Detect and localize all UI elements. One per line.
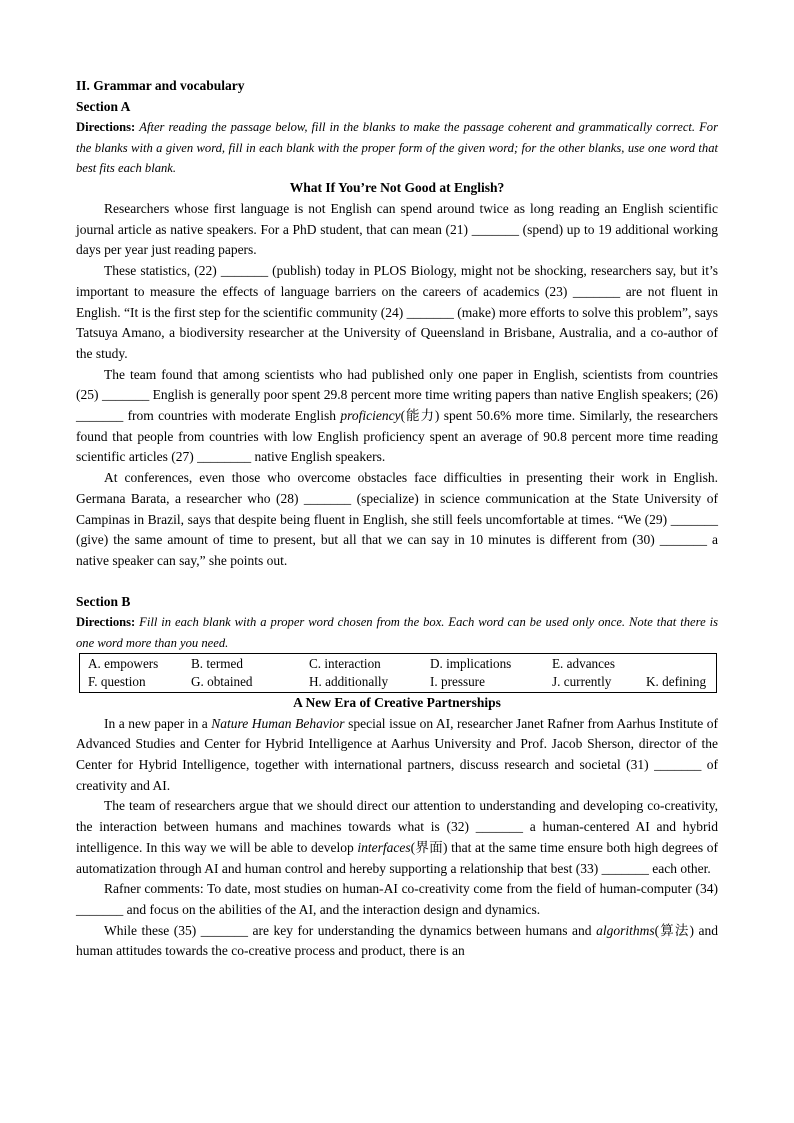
word-option: A. empowers — [88, 655, 159, 671]
worksheet-page — [76, 76, 718, 962]
part-heading: II. Grammar and vocabulary — [76, 78, 245, 93]
directions-label: Directions: — [76, 615, 136, 630]
text-span: and human attitudes towards the co-creative process and product, there is an — [76, 922, 719, 959]
word-box-table — [80, 654, 718, 692]
passage-a-title: What If You’re Not Good at English? — [289, 180, 505, 196]
passage-a-paragraph-1: Researchers whose first language is not English can spend around twice as long reading an English scientific journal article as native speakers. For a PhD student, that can mean (21) _______ (spend) up to 19 additional working days per year just reading papers. — [76, 201, 718, 258]
text-span: While these (35) _______ are key for understanding the dynamics between humans and — [104, 922, 597, 938]
directions-label: Directions: — [76, 120, 136, 135]
vocab-term: interfaces — [357, 839, 411, 855]
directions-text: After reading the passage below, fill in the blanks to make the passage coherent and grammatically correct. For the blanks with a given word, fill in each blank with the proper form of the given word; for the other blanks, use one word that best fits each blank. — [76, 120, 718, 175]
passage-a-paragraph-2: These statistics, (22) _______ (publish) today in PLOS Biology, might not be shocking, researchers say, but it’s important to measure the effects of language barriers on the careers of academics (23) _______ are not fluent in English. “It is the first step for the scientific community (24) _______ (make) more efforts to solve this problem”, says Tatsuya Amano, a biodiversity researcher at the University of Queensland in Brisbane, Australia, and a co-author of the study. — [76, 263, 718, 361]
word-option-empty — [638, 654, 718, 674]
word-option: I. pressure — [430, 674, 485, 690]
vocab-term: algorithms — [596, 922, 655, 938]
section-a-directions — [76, 117, 718, 178]
passage-b-paragraph-4 — [76, 921, 718, 962]
word-option: J. currently — [552, 674, 612, 690]
passage-b-title: A New Era of Creative Partnerships — [293, 694, 501, 710]
section-b-heading: Section B — [76, 593, 131, 609]
word-box-row — [80, 654, 718, 674]
word-box — [79, 653, 717, 693]
text-span: The team found that among scientists who had published only one paper in English, scientists from countries (25) _______ English is generally poor spent 29.8 percent more time writing papers than native English speakers; (26) _______ from countries with moderate English — [76, 366, 718, 424]
word-option: D. implications — [430, 655, 512, 671]
word-option: E. advances — [552, 655, 615, 671]
passage-b-paragraph-2 — [76, 796, 718, 879]
word-option: H. additionally — [309, 674, 389, 690]
section-a-heading: Section A — [76, 98, 131, 114]
text-span: The team of researchers argue that we should direct our attention to understanding and developing co-creativity, the interaction between humans and machines towards what is (32) _______ a human-centered AI and hybrid intelligence. In this way we will be able to develop — [76, 798, 718, 855]
chinese-gloss: (能力) — [400, 408, 440, 424]
section-b-directions — [76, 612, 718, 653]
passage-a-paragraph-3 — [76, 365, 718, 469]
word-option: F. question — [88, 674, 146, 690]
directions-text: Fill in each blank with a proper word chosen from the box. Each word can be used only once. Note that there is one word more than you need. — [76, 615, 718, 650]
chinese-gloss: (算法) — [654, 922, 694, 938]
text-span: spent 50.6% more time. Similarly, the researchers found that people from countries with low English proficiency spent an average of 90.8 percent more time reading scientific articles (27) ________ native English speakers. — [76, 408, 719, 465]
vocab-term: proficiency — [340, 408, 401, 424]
passage-a-paragraph-4: At conferences, even those who overcome obstacles face difficulties in presenting their work in English. Germana Barata, a researcher who (28) _______ (specialize) in science communication at the State University of Campinas in Brazil, says that despite being fluent in English, she still feels uncomfortable at times. “We (29) _______ (give) the same amount of time to present, but all that we can say in 10 minutes is different from (30) _______ a native speaker can say,” she points out. — [76, 470, 718, 568]
word-option: C. interaction — [309, 655, 381, 671]
chinese-gloss: (界面) — [410, 839, 448, 855]
word-option: B. termed — [191, 655, 244, 671]
word-box-row — [80, 673, 718, 692]
text-span: that at the same time ensure both high degrees of automatization through AI and human control and hereby supporting a relationship that best (33) _______ each other. — [76, 839, 718, 876]
passage-b-paragraph-3: Rafner comments: To date, most studies on human-AI co-creativity come from the field of human-computer (34) _______ and focus on the abilities of the AI, and the interaction design and dynamics. — [76, 881, 718, 917]
text-span: In a new paper in a — [104, 715, 212, 731]
word-option: K. defining — [646, 674, 707, 690]
passage-b-paragraph-1 — [76, 714, 718, 797]
word-option: G. obtained — [191, 674, 253, 690]
text-span: special issue on AI, researcher Janet Rafner from Aarhus Institute of Advanced Studies and Center for Hybrid Intelligence at Aarhus University and Prof. Jacob Sherson, director of the Center for Hybrid Intelligence, together with international partners, discuss research and societal (31) _______ of creativity and AI. — [76, 715, 718, 793]
journal-name: Nature Human Behavior — [211, 715, 345, 731]
